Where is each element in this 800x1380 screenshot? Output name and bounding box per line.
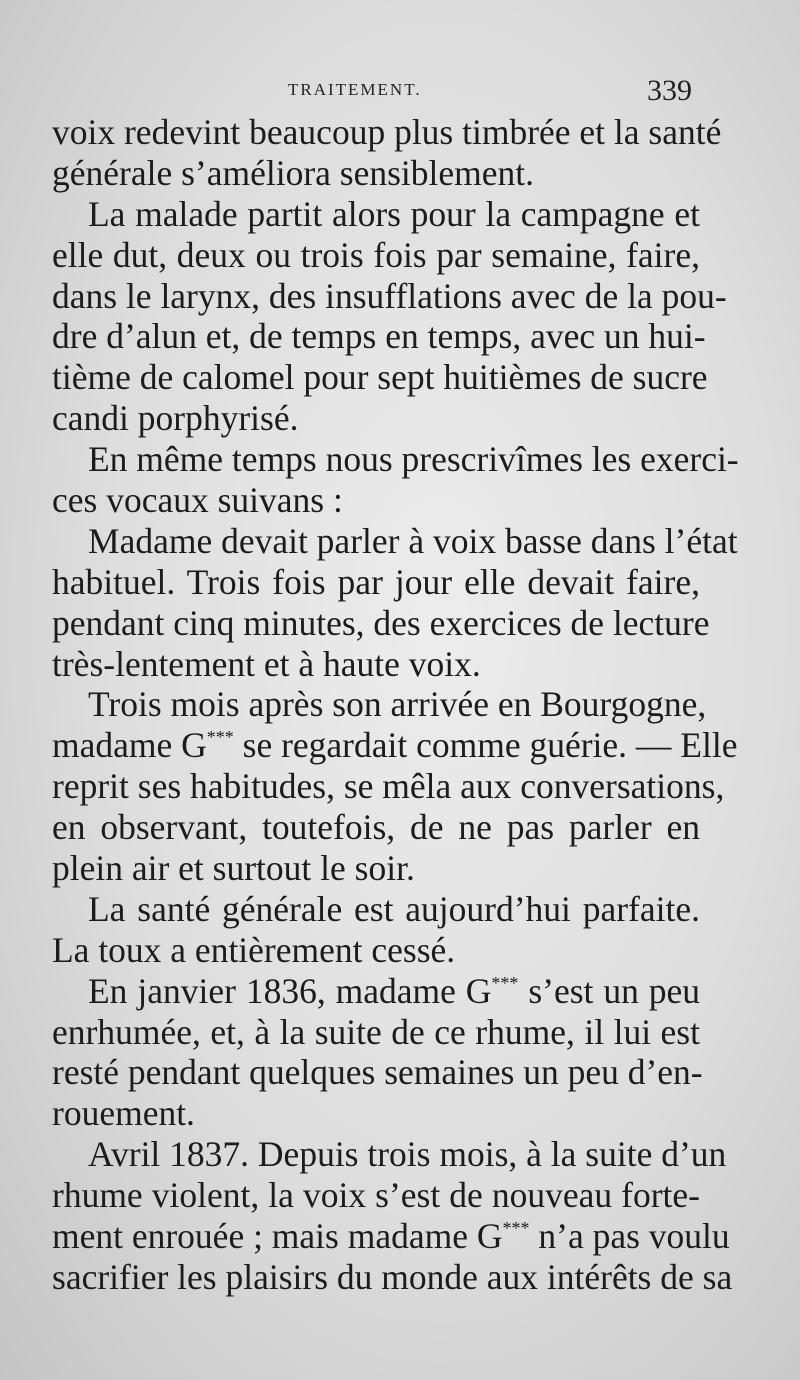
text-line: La toux a entièrement cessé. — [52, 929, 456, 970]
text-line: pendant cinq minutes, des exercices de lecture — [52, 602, 710, 643]
text-line: dans le larynx, des insufflations avec de la pou- — [52, 275, 727, 316]
running-head: TRAITEMENT. — [288, 80, 422, 99]
text-line: rhume violent, la voix s’est de nouveau forte- — [52, 1175, 700, 1216]
text-line: resté pendant quelques semaines un peu d’en- — [52, 1052, 703, 1093]
text-line: plein air et surtout le soir. — [52, 848, 415, 889]
text-line: voix redevint beaucoup plus timbrée et la santé — [52, 112, 722, 152]
text-line: générale s’améliora sensiblement. — [52, 152, 535, 193]
text-line: enrhumée, et, à la suite de ce rhume, il lui est — [52, 1011, 700, 1052]
text-line: La santé générale est aujourd’hui parfaite. — [88, 888, 700, 929]
text-line: En janvier 1836, madame G*** s’est un peu — [88, 970, 700, 1011]
text-line: ces vocaux suivans : — [52, 480, 343, 521]
text-line: madame G*** se regardait comme guérie. — Elle — [52, 725, 738, 766]
page-header — [52, 74, 692, 114]
text-line: tième de calomel pour sept huitièmes de sucre — [52, 357, 708, 398]
text-line: candi porphyrisé. — [52, 398, 299, 439]
text-line: reprit ses habitudes, se mêla aux conversations, — [52, 766, 725, 807]
text-line: En même temps nous prescrivîmes les exerci- — [88, 439, 739, 480]
text-line: dre d’alun et, de temps en temps, avec un hui- — [52, 316, 706, 357]
text-line: rouement. — [52, 1093, 195, 1134]
text-line: elle dut, deux ou trois fois par semaine, faire, — [52, 234, 700, 275]
text-line: sacrifier les plaisirs du monde aux intérêts de sa — [52, 1256, 733, 1297]
text-line: Madame devait parler à voix basse dans l’état — [88, 520, 738, 561]
page-number: 339 — [647, 74, 692, 107]
body-text — [52, 112, 739, 1298]
text-line: La malade partit alors pour la campagne et — [88, 193, 700, 234]
text-line: très-lentement et à haute voix. — [52, 643, 481, 684]
text-line: en observant, toutefois, de ne pas parler en — [52, 807, 700, 848]
text-line: Avril 1837. Depuis trois mois, à la suite d’un — [88, 1134, 727, 1175]
text-line: ment enrouée ; mais madame G*** n’a pas voulu — [52, 1216, 730, 1257]
text-line: Trois mois après son arrivée en Bourgogne, — [88, 684, 707, 725]
text-line: habituel. Trois fois par jour elle devait faire, — [52, 561, 700, 602]
